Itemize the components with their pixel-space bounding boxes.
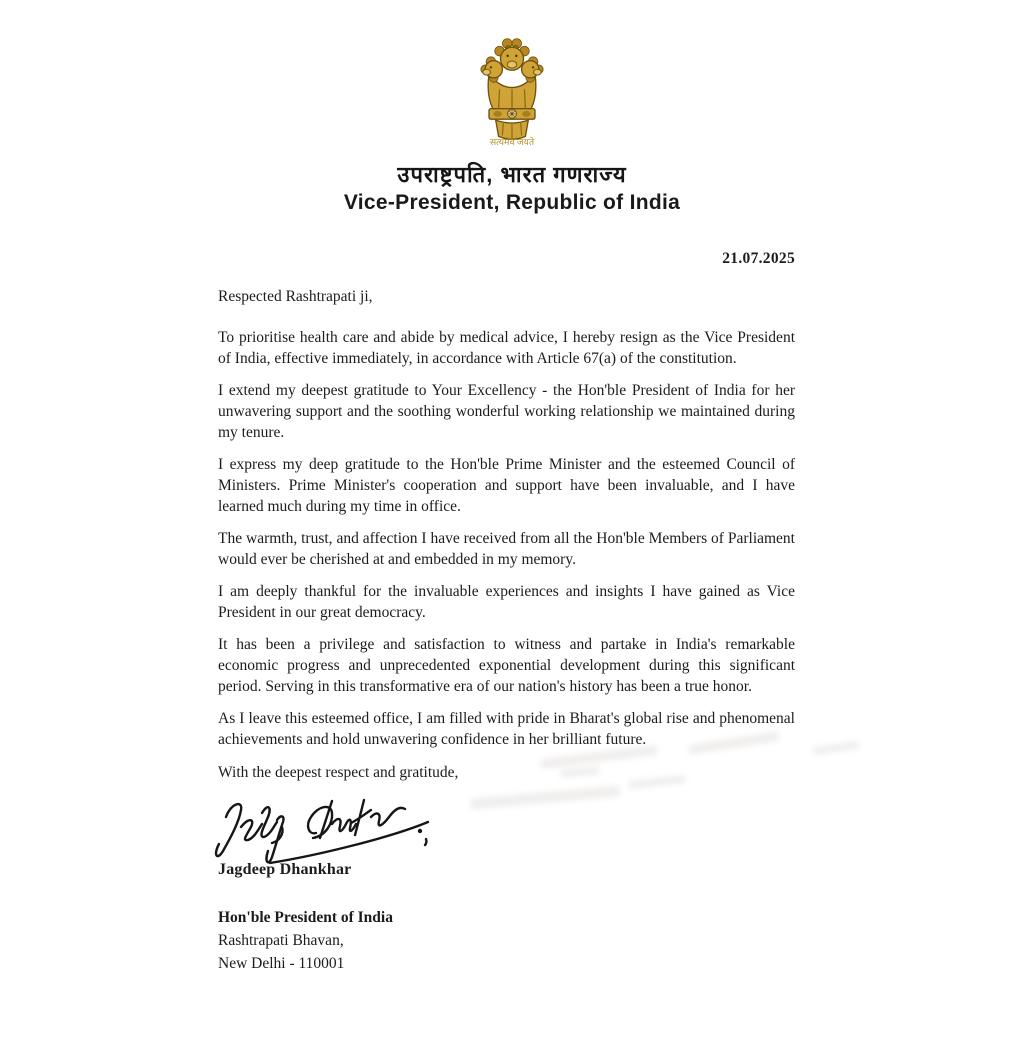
letter-paragraph: To prioritise health care and abide by medical advice, I hereby resign as the Vice President of India, effective immediately, in accordance with Article 67(a) of the constitution. (218, 329, 795, 367)
letter-paragraph: As I leave this esteemed office, I am filled with pride in Bharat's global rise and phenomenal achievements and hold unwavering confidence in her brilliant future. (218, 710, 795, 748)
letter-paragraph: The warmth, trust, and affection I have received from all the Hon'ble Members of Parliament would ever be cherished at and embedded in my memory. (218, 530, 795, 568)
letter-paragraph: I express my deep gratitude to the Hon'ble Prime Minister and the esteemed Council of Ministers. Prime Minister's cooperation and support have been invaluable, and I have learned much during my time in office. (218, 456, 795, 515)
state-emblem-of-india-icon (464, 30, 560, 146)
letterhead-title-hindi: उपराष्ट्रपति, भारत गणराज्य (397, 162, 627, 187)
recipient-address (218, 906, 393, 975)
letterhead-title-english: Vice-President, Republic of India (343, 191, 681, 214)
recipient-address-line1: Rashtrapati Bhavan, (218, 932, 344, 949)
letter-paragraph: I am deeply thankful for the invaluable experiences and insights I have gained as Vice President in our great democracy. (218, 583, 795, 621)
scan-bleed-artifact (812, 741, 861, 756)
handwritten-signature (212, 793, 462, 871)
letter-paragraphs (218, 327, 795, 750)
letter-paragraph: It has been a privilege and satisfaction to witness and partake in India's remarkable economic progress and unprecedented exponential development during this significant period. Serving in this transformative era of our nation's history has been a true honor. (218, 636, 795, 695)
salutation: Respected Rashtrapati ji, (218, 288, 373, 305)
letter-paragraph: I extend my deepest gratitude to Your Excellency - the Hon'ble President of India for her unwavering support and the soothing wonderful working relationship we maintained during my tenure. (218, 382, 795, 441)
letterhead (0, 30, 1024, 215)
closing-line: With the deepest respect and gratitude, (218, 764, 459, 781)
signatory-typed-name: Jagdeep Dhankhar (218, 861, 352, 878)
recipient-address-line2: New Delhi - 110001 (218, 955, 345, 972)
recipient-title: Hon'ble President of India (218, 909, 393, 926)
motto-satyameva-jayate: सत्यमेव जयते (489, 137, 535, 146)
letter-body (218, 286, 795, 880)
letter-date: 21.07.2025 (722, 250, 795, 267)
